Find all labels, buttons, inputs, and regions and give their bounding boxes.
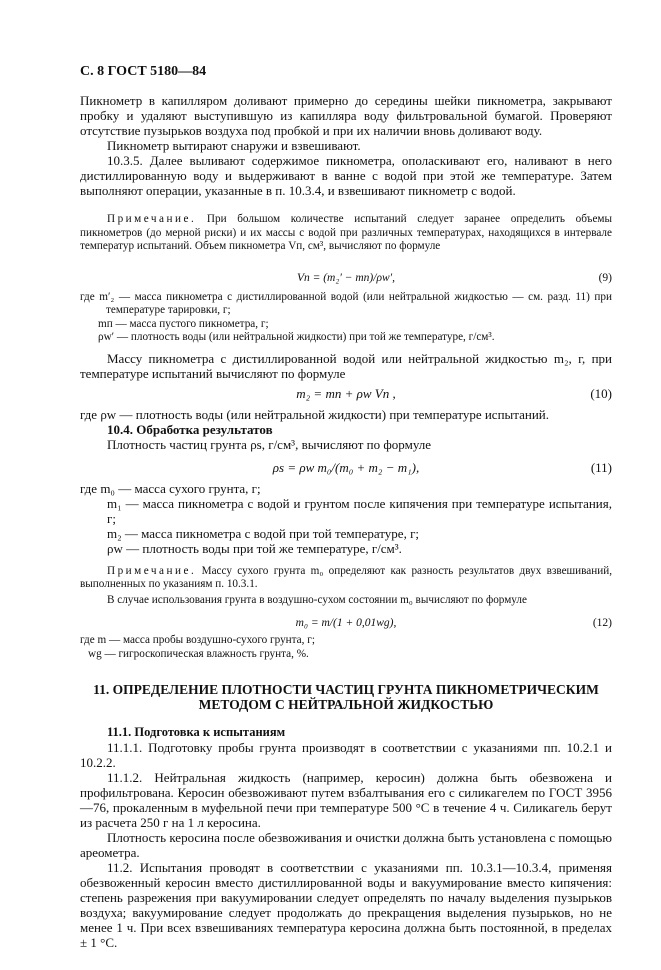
paragraph: Плотность частиц грунта ρs, г/см³, вычисляют по формуле xyxy=(107,436,432,452)
formula-number: (12) xyxy=(592,617,612,629)
paragraph: Пикнометр вытирают снаружи и взвешивают. xyxy=(107,138,361,153)
formula-11 xyxy=(80,460,612,476)
definition: m₁ — масса пикнометра с водой и грунтом после кипячения при температуре испытания, г; xyxy=(107,495,612,526)
formula-12 xyxy=(80,615,612,631)
definition: где ρw — плотность воды (или нейтральной жидкости) при температуре испытаний. xyxy=(80,406,550,422)
definition: ρw — плотность воды при той же температуре, г/см³. xyxy=(107,540,402,556)
page-header: С. 8 ГОСТ 5180—84 xyxy=(80,64,207,79)
section-title: 11. ОПРЕДЕЛЕНИЕ ПЛОТНОСТИ ЧАСТИЦ ГРУНТА ПИКНОМЕТРИЧЕСКИМ МЕТОДОМ С НЕЙТРАЛЬНОЙ ЖИДКОСТЬЮ xyxy=(93,682,599,712)
note xyxy=(80,213,612,254)
note xyxy=(80,565,612,592)
paragraph: 10.3.5. Далее выливают содержимое пикнометра, ополаскивают его, наливают в него дистиллированную воду и выдерживают в ванне с водой при этой же температуре. Затем выполняют операции, указанные в п. 10.3.4, и взвешивают пикнометр с водой. xyxy=(80,153,612,198)
formula-number: (11) xyxy=(590,459,612,475)
formula-number: (10) xyxy=(590,385,612,401)
paragraph: Массу пикнометра с дистиллированной водой или нейтральной жидкостью m₂, г, при температуре испытаний вычисляют по формуле xyxy=(80,350,612,381)
document-page xyxy=(80,0,612,970)
definition: ρw′ — плотность воды (или нейтральной жидкости) при той же температуре, г/см³. xyxy=(98,331,495,343)
definition: wg — гигроскопическая влажность грунта, %. xyxy=(88,647,309,660)
note-text: Массу сухого грунта m₀ определяют как разность результатов двух взвешиваний, выполненных по указаниям п. 10.3.1. xyxy=(80,564,613,590)
definitions-12 xyxy=(80,634,612,661)
definitions-11 xyxy=(80,481,612,556)
definition: где m′₂ — масса пикнометра с дистиллированной водой (или нейтральной жидкостью — см. разд. 11) при температуре тарировки, г; xyxy=(80,290,612,316)
formula-10 xyxy=(80,386,612,402)
paragraph: 11.1.2. Нейтральная жидкость (например, керосин) должна быть обезвожена и профильтрована. Керосин обезвоживают путем взбалтывания его с силикагелем по ГОСТ 3956—76, прокаленным в муфельной печи при температуре 500 °С в течение 4 ч. Силикагель берут из расчета 250 г на 1 л керосина. xyxy=(80,770,612,830)
paragraph: 11.1.1. Подготовку пробы грунта производят в соответствии с указаниями пп. 10.2.1 и 10.2.2. xyxy=(80,740,612,770)
section-heading: 10.4. Обработка результатов xyxy=(107,421,273,437)
paragraph: В случае использования грунта в воздушно-сухом состоянии m₀ вычисляют по формуле xyxy=(107,593,527,606)
paragraph: Пикнометр в капилляром доливают примерно до середины шейки пикнометра, закрывают пробку и удаляют выступившую из капилляра воду фильтровальной бумагой. Проверяют отсутствие пузырьков воздуха под пробкой и при их наличии вновь доливают воду. xyxy=(80,93,612,138)
note-label: Примечание. xyxy=(107,564,197,577)
formula-text: Vп = (m₂′ − mп)/ρw′, xyxy=(296,271,396,284)
definition: где m — масса пробы воздушно-сухого грунта, г; xyxy=(80,634,315,646)
formula-text: m₀ = m/(1 + 0,01wg), xyxy=(295,617,397,629)
definition: mп — масса пустого пикнометра, г; xyxy=(98,317,269,330)
paragraph: 11.2. Испытания проводят в соответствии с указаниями пп. 10.3.1—10.3.4, применяя обезвоженный керосин вместо дистиллированной воды и вакуумирование вместо кипячения: степень разрежения при вакуумировании следует определять по началу выделения пузырьков воздуха; вакуумирование следует продолжать до прекращения выделения пузырьков, но не менее 1 ч. При всех взвешиваниях температура керосина должна быть постоянной, в пределах ± 1 °С. xyxy=(80,860,612,950)
formula-text: ρs = ρw m₀/(m₀ + m₂ − m₁), xyxy=(272,459,420,475)
definition: где m₀ — масса сухого грунта, г; xyxy=(80,480,261,496)
formula-text: m₂ = mп + ρw Vп , xyxy=(296,385,396,401)
note-text: При большом количестве испытаний следует заранее определить объемы пикнометров (до мерной риски) и их массы с водой при различных температурах, находящихся в интервале температур испытаний. Объем пикнометра Vп, см³, вычисляют по формуле xyxy=(80,213,613,252)
note-label: Примечание. xyxy=(107,213,197,225)
paragraph: Плотность керосина после обезвоживания и очистки должна быть установлена с помощью ареометра. xyxy=(80,830,612,860)
definition: m₂ — масса пикнометра с водой при той температуре, г; xyxy=(107,525,420,541)
formula-9 xyxy=(80,270,612,286)
definitions-9 xyxy=(80,291,612,345)
section-heading: 11.1. Подготовка к испытаниям xyxy=(107,725,286,739)
formula-number: (9) xyxy=(598,271,612,284)
